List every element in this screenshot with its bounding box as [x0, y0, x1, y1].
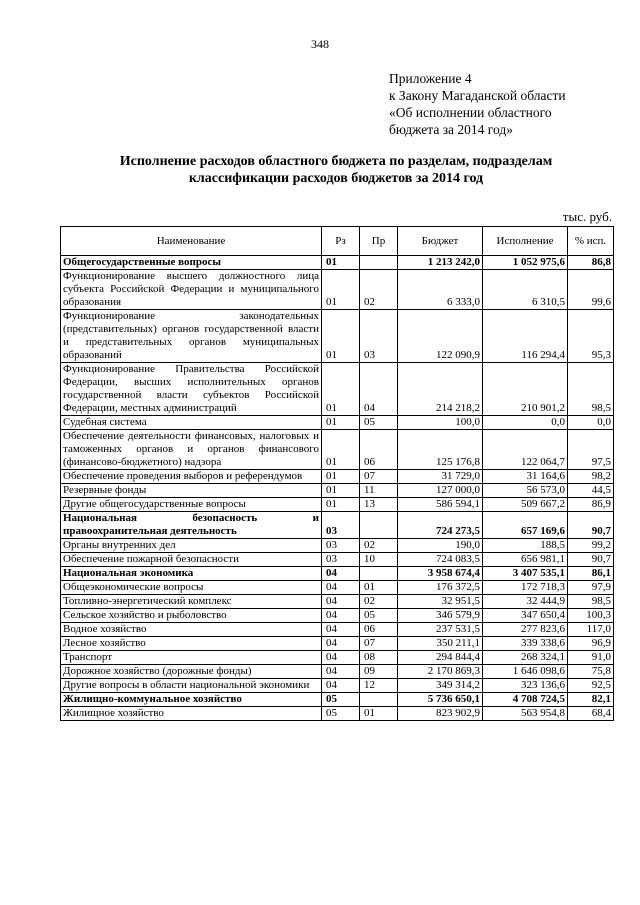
cell-budget: 127 000,0 [398, 484, 483, 498]
expenditure-table [60, 226, 614, 721]
cell-pr: 05 [360, 416, 398, 430]
cell-percent: 90,7 [568, 553, 614, 567]
title-line: Исполнение расходов областного бюджета по разделам, подразделам [119, 154, 553, 169]
cell-name: Общеэкономические вопросы [61, 581, 322, 595]
table-row [61, 470, 614, 484]
cell-percent: 97,9 [568, 581, 614, 595]
table-header-row [61, 227, 614, 256]
appendix-note [389, 70, 566, 138]
cell-name: Топливно-энергетический комплекс [61, 595, 322, 609]
cell-rz: 01 [322, 498, 360, 512]
cell-pr: 12 [360, 679, 398, 693]
cell-pr: 10 [360, 553, 398, 567]
cell-pr: 01 [360, 581, 398, 595]
cell-budget: 346 579,9 [398, 609, 483, 623]
cell-execution: 563 954,8 [483, 707, 568, 721]
appendix-line: Приложение 4 [389, 71, 472, 86]
cell-execution: 56 573,0 [483, 484, 568, 498]
table-row [61, 651, 614, 665]
cell-percent: 99,2 [568, 539, 614, 553]
cell-budget: 724 273,5 [398, 512, 483, 539]
cell-pr: 02 [360, 270, 398, 310]
cell-pr: 08 [360, 651, 398, 665]
cell-name: Органы внутренних дел [61, 539, 322, 553]
table-row [61, 595, 614, 609]
cell-name: Национальная безопасность и правоохранительная деятельность [61, 512, 322, 539]
cell-name: Общегосударственные вопросы [61, 256, 322, 270]
cell-budget: 237 531,5 [398, 623, 483, 637]
cell-pr: 02 [360, 595, 398, 609]
cell-name: Обеспечение пожарной безопасности [61, 553, 322, 567]
cell-pr: 04 [360, 363, 398, 416]
cell-pr: 05 [360, 609, 398, 623]
cell-execution: 188,5 [483, 539, 568, 553]
cell-rz: 01 [322, 310, 360, 363]
header-execution: Исполнение [483, 227, 568, 256]
cell-rz: 01 [322, 416, 360, 430]
cell-budget: 214 218,2 [398, 363, 483, 416]
cell-rz: 04 [322, 567, 360, 581]
table-row [61, 363, 614, 416]
cell-name: Сельское хозяйство и рыболовство [61, 609, 322, 623]
cell-pr: 01 [360, 707, 398, 721]
cell-rz: 01 [322, 430, 360, 470]
table-row [61, 581, 614, 595]
cell-rz: 03 [322, 553, 360, 567]
cell-percent: 44,5 [568, 484, 614, 498]
cell-percent: 86,8 [568, 256, 614, 270]
cell-rz: 03 [322, 512, 360, 539]
cell-execution: 0,0 [483, 416, 568, 430]
cell-rz: 04 [322, 637, 360, 651]
table-row [61, 707, 614, 721]
cell-rz: 04 [322, 665, 360, 679]
cell-name: Транспорт [61, 651, 322, 665]
cell-name: Обеспечение деятельности финансовых, налоговых и таможенных органов и органов финансового (финансово-бюджетного) надзора [61, 430, 322, 470]
cell-percent: 86,9 [568, 498, 614, 512]
cell-budget: 190,0 [398, 539, 483, 553]
cell-execution: 122 064,7 [483, 430, 568, 470]
page-number: 348 [311, 37, 329, 51]
cell-percent: 117,0 [568, 623, 614, 637]
cell-name: Другие общегосударственные вопросы [61, 498, 322, 512]
cell-name: Судебная система [61, 416, 322, 430]
section-row [61, 256, 614, 270]
cell-name: Функционирование законодательных (представительных) органов государственной власти и представительных органов муниципальных образований [61, 310, 322, 363]
cell-pr [360, 567, 398, 581]
table-row [61, 623, 614, 637]
cell-budget: 122 090,9 [398, 310, 483, 363]
cell-rz: 01 [322, 470, 360, 484]
units-label: тыс. руб. [562, 209, 612, 224]
cell-execution: 323 136,6 [483, 679, 568, 693]
document-title [60, 153, 612, 187]
cell-pr: 13 [360, 498, 398, 512]
cell-execution: 1 646 098,6 [483, 665, 568, 679]
table-row [61, 498, 614, 512]
cell-percent: 98,5 [568, 363, 614, 416]
cell-pr: 11 [360, 484, 398, 498]
cell-rz: 04 [322, 679, 360, 693]
cell-percent: 91,0 [568, 651, 614, 665]
table-row [61, 553, 614, 567]
cell-rz: 03 [322, 539, 360, 553]
cell-budget: 350 211,1 [398, 637, 483, 651]
cell-budget: 176 372,5 [398, 581, 483, 595]
cell-budget: 6 333,0 [398, 270, 483, 310]
cell-percent: 90,7 [568, 512, 614, 539]
cell-execution: 656 981,1 [483, 553, 568, 567]
cell-percent: 0,0 [568, 416, 614, 430]
cell-percent: 98,2 [568, 470, 614, 484]
cell-name: Другие вопросы в области национальной экономики [61, 679, 322, 693]
cell-budget: 32 951,5 [398, 595, 483, 609]
cell-name: Дорожное хозяйство (дорожные фонды) [61, 665, 322, 679]
cell-execution: 268 324,1 [483, 651, 568, 665]
cell-rz: 04 [322, 651, 360, 665]
cell-budget: 3 958 674,4 [398, 567, 483, 581]
table-body [61, 256, 614, 721]
table-row [61, 430, 614, 470]
cell-pr [360, 693, 398, 707]
cell-percent: 86,1 [568, 567, 614, 581]
table-row [61, 539, 614, 553]
cell-pr: 03 [360, 310, 398, 363]
cell-budget: 349 314,2 [398, 679, 483, 693]
cell-name: Функционирование высшего должностного лица субъекта Российской Федерации и муниципального образования [61, 270, 322, 310]
cell-pr: 02 [360, 539, 398, 553]
cell-name: Жилищно-коммунальное хозяйство [61, 693, 322, 707]
cell-name: Жилищное хозяйство [61, 707, 322, 721]
cell-budget: 100,0 [398, 416, 483, 430]
appendix-line: бюджета за 2014 год» [389, 122, 513, 137]
cell-percent: 98,5 [568, 595, 614, 609]
table-row [61, 679, 614, 693]
cell-budget: 586 594,1 [398, 498, 483, 512]
cell-rz: 05 [322, 693, 360, 707]
cell-execution: 3 407 535,1 [483, 567, 568, 581]
cell-execution: 210 901,2 [483, 363, 568, 416]
cell-execution: 509 667,2 [483, 498, 568, 512]
appendix-line: «Об исполнении областного [389, 105, 552, 120]
table-row [61, 416, 614, 430]
header-rz: Рз [322, 227, 360, 256]
cell-percent: 99,6 [568, 270, 614, 310]
cell-pr: 07 [360, 637, 398, 651]
table-row [61, 609, 614, 623]
cell-pr: 07 [360, 470, 398, 484]
cell-percent: 95,3 [568, 310, 614, 363]
cell-rz: 04 [322, 623, 360, 637]
header-pr: Пр [360, 227, 398, 256]
cell-name: Функционирование Правительства Российской Федерации, высших исполнительных органов государственной власти субъектов Российской Федерации, местных администраций [61, 363, 322, 416]
cell-budget: 294 844,4 [398, 651, 483, 665]
cell-name: Национальная экономика [61, 567, 322, 581]
cell-name: Обеспечение проведения выборов и референдумов [61, 470, 322, 484]
header-name: Наименование [61, 227, 322, 256]
cell-execution: 339 338,6 [483, 637, 568, 651]
cell-budget: 31 729,0 [398, 470, 483, 484]
cell-budget: 1 213 242,0 [398, 256, 483, 270]
cell-execution: 6 310,5 [483, 270, 568, 310]
cell-percent: 75,8 [568, 665, 614, 679]
table-row [61, 310, 614, 363]
cell-budget: 5 736 650,1 [398, 693, 483, 707]
cell-pr [360, 256, 398, 270]
cell-rz: 01 [322, 256, 360, 270]
table-row [61, 665, 614, 679]
cell-percent: 82,1 [568, 693, 614, 707]
cell-rz: 04 [322, 595, 360, 609]
cell-pr: 09 [360, 665, 398, 679]
cell-rz: 04 [322, 609, 360, 623]
cell-rz: 01 [322, 363, 360, 416]
section-row [61, 693, 614, 707]
cell-execution: 657 169,6 [483, 512, 568, 539]
header-budget: Бюджет [398, 227, 483, 256]
section-row [61, 567, 614, 581]
cell-percent: 92,5 [568, 679, 614, 693]
appendix-line: к Закону Магаданской области [389, 88, 566, 103]
cell-rz: 05 [322, 707, 360, 721]
section-row [61, 512, 614, 539]
cell-percent: 97,5 [568, 430, 614, 470]
cell-pr [360, 512, 398, 539]
cell-pr: 06 [360, 430, 398, 470]
cell-budget: 125 176,8 [398, 430, 483, 470]
cell-execution: 116 294,4 [483, 310, 568, 363]
cell-budget: 823 902,9 [398, 707, 483, 721]
cell-budget: 2 170 869,3 [398, 665, 483, 679]
cell-execution: 347 650,4 [483, 609, 568, 623]
cell-execution: 32 444,9 [483, 595, 568, 609]
cell-rz: 01 [322, 484, 360, 498]
cell-rz: 01 [322, 270, 360, 310]
cell-percent: 96,9 [568, 637, 614, 651]
cell-percent: 68,4 [568, 707, 614, 721]
cell-execution: 4 708 724,5 [483, 693, 568, 707]
header-percent: % исп. [568, 227, 614, 256]
cell-execution: 1 052 975,6 [483, 256, 568, 270]
cell-pr: 06 [360, 623, 398, 637]
cell-rz: 04 [322, 581, 360, 595]
table-row [61, 637, 614, 651]
cell-name: Водное хозяйство [61, 623, 322, 637]
cell-execution: 172 718,3 [483, 581, 568, 595]
cell-execution: 31 164,6 [483, 470, 568, 484]
table-row [61, 270, 614, 310]
cell-percent: 100,3 [568, 609, 614, 623]
table-row [61, 484, 614, 498]
cell-budget: 724 083,5 [398, 553, 483, 567]
cell-name: Лесное хозяйство [61, 637, 322, 651]
cell-name: Резервные фонды [61, 484, 322, 498]
cell-execution: 277 823,6 [483, 623, 568, 637]
title-line: классификации расходов бюджетов за 2014 год [188, 171, 484, 186]
